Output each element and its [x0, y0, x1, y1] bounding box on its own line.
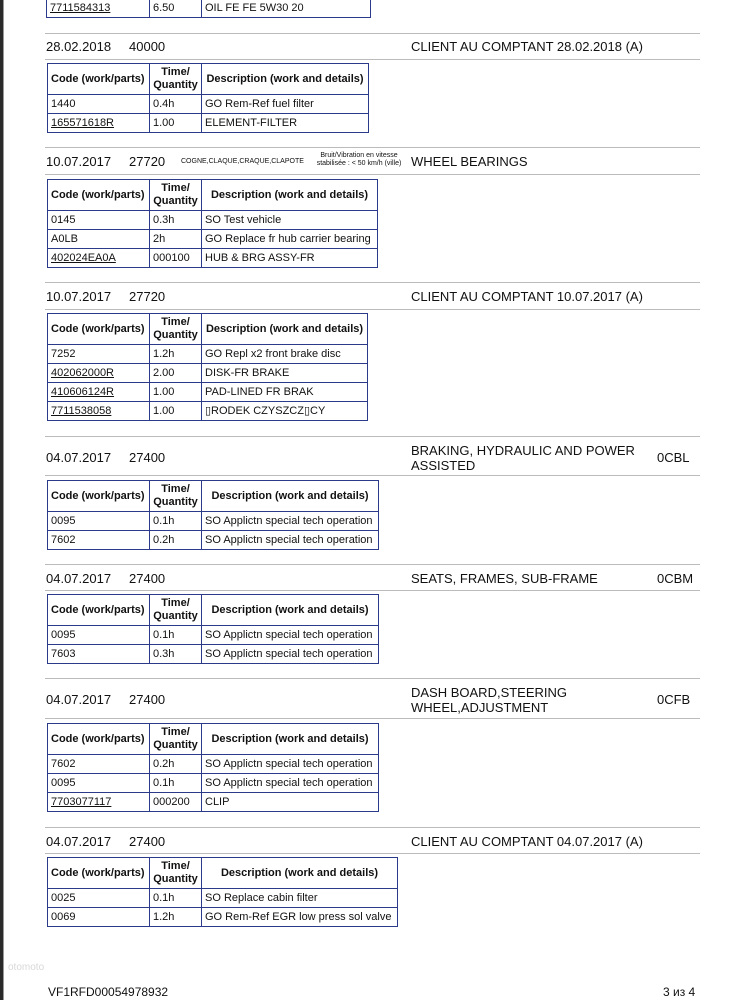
- vin-number: VF1RFD00054978932: [48, 985, 169, 999]
- column-header-code: Code (work/parts): [48, 481, 150, 512]
- section-date: 28.02.2018: [46, 39, 112, 54]
- quantity-cell: 2h: [150, 230, 202, 249]
- quantity-cell: 0.4h: [150, 95, 202, 114]
- table-row: [48, 512, 379, 531]
- quantity-cell: 1.2h: [150, 345, 202, 364]
- table-row: [48, 755, 379, 774]
- description-cell: GO Replace fr hub carrier bearing: [202, 230, 378, 249]
- table-header-row: [48, 724, 379, 755]
- quantity-cell: 0.2h: [150, 755, 202, 774]
- quantity-cell: 0.1h: [150, 512, 202, 531]
- column-header-code: Code (work/parts): [48, 724, 150, 755]
- section-mileage: 27400: [129, 834, 166, 849]
- description-cell: SO Applictn special tech operation: [202, 755, 379, 774]
- table-row: [48, 249, 378, 268]
- table-row: [48, 211, 378, 230]
- description-cell: DISK-FR BRAKE: [202, 364, 368, 383]
- column-header-description: Description (work and details): [202, 64, 369, 95]
- section-title: CLIENT AU COMPTANT 04.07.2017 (A): [411, 834, 643, 849]
- column-header-time: Time/ Quantity: [150, 481, 202, 512]
- table-row: [48, 774, 379, 793]
- table-row: [48, 230, 378, 249]
- table-row: [48, 364, 368, 383]
- table-header-row: [48, 64, 369, 95]
- section-divider: [45, 59, 700, 60]
- operation-code-cell: 7602: [48, 531, 150, 550]
- description-cell: PAD-LINED FR BRAK: [202, 383, 368, 402]
- complaint-note: COGNE,CLAQUE,CRAQUE,CLAPOTE: [181, 158, 304, 165]
- section-code: 0CBL: [657, 450, 690, 465]
- operation-code-cell: 0069: [48, 908, 150, 927]
- part-code-link[interactable]: 410606124R: [48, 383, 150, 402]
- column-header-code: Code (work/parts): [48, 858, 150, 889]
- table-row: [48, 114, 369, 133]
- operation-code-cell: 0095: [48, 626, 150, 645]
- part-code-link[interactable]: 7711538058: [48, 402, 150, 421]
- work-table: [47, 723, 379, 812]
- quantity-cell: 0.1h: [150, 626, 202, 645]
- quantity-cell: 0.3h: [150, 645, 202, 664]
- quantity-cell: 1.00: [150, 402, 202, 421]
- section-divider: [45, 436, 700, 437]
- work-table: [47, 179, 378, 268]
- description-cell: GO Repl x2 front brake disc: [202, 345, 368, 364]
- table-row: [48, 889, 398, 908]
- column-header-time: Time/ Quantity: [150, 724, 202, 755]
- operation-code-cell: A0LB: [48, 230, 150, 249]
- table-row: [48, 95, 369, 114]
- section-date: 04.07.2017: [46, 834, 112, 849]
- table-row: [47, 0, 371, 18]
- section-divider: [45, 853, 700, 854]
- section-title: CLIENT AU COMPTANT 10.07.2017 (A): [411, 289, 643, 304]
- quantity-cell: 1.00: [150, 383, 202, 402]
- section-mileage: 27400: [129, 450, 166, 465]
- operation-code-cell: 7602: [48, 755, 150, 774]
- complaint-detail-note: Bruit/Vibration en vitesse stabilisée : < 50 km/h (ville): [316, 152, 402, 167]
- section-divider: [45, 475, 700, 476]
- column-header-time: Time/ Quantity: [150, 858, 202, 889]
- part-code-link[interactable]: 165571618R: [48, 114, 150, 133]
- operation-code-cell: 0025: [48, 889, 150, 908]
- column-header-description: Description (work and details): [202, 180, 378, 211]
- section-mileage: 27720: [129, 289, 166, 304]
- column-header-time: Time/ Quantity: [150, 595, 202, 626]
- section-mileage: 27720: [129, 154, 166, 169]
- watermark: otomoto: [8, 962, 45, 973]
- section-divider: [45, 590, 700, 591]
- section-mileage: 40000: [129, 39, 166, 54]
- description-cell: SO Applictn special tech operation: [202, 774, 379, 793]
- description-cell: SO Applictn special tech operation: [202, 626, 379, 645]
- part-code-link[interactable]: 402062000R: [48, 364, 150, 383]
- column-header-time: Time/ Quantity: [150, 314, 202, 345]
- continuation-table: [46, 0, 371, 18]
- description-cell: CLIP: [202, 793, 379, 812]
- section-mileage: 27400: [129, 692, 166, 707]
- section-divider: [45, 309, 700, 310]
- table-row: [48, 402, 368, 421]
- section-divider: [45, 33, 700, 34]
- section-code: 0CBM: [657, 571, 694, 586]
- column-header-code: Code (work/parts): [48, 64, 150, 95]
- description-cell: SO Applictn special tech operation: [202, 531, 379, 550]
- quantity-cell: 0.3h: [150, 211, 202, 230]
- table-header-row: [48, 858, 398, 889]
- description-cell: SO Applictn special tech operation: [202, 645, 379, 664]
- section-title: WHEEL BEARINGS: [411, 154, 528, 169]
- operation-code-cell: 0095: [48, 774, 150, 793]
- quantity-cell: 0.2h: [150, 531, 202, 550]
- description-cell: OIL FE FE 5W30 20: [202, 0, 371, 18]
- table-row: [48, 531, 379, 550]
- quantity-cell: 0.1h: [150, 889, 202, 908]
- work-table: [47, 594, 379, 664]
- section-date: 04.07.2017: [46, 571, 112, 586]
- description-cell: SO Replace cabin filter: [202, 889, 398, 908]
- description-cell: HUB & BRG ASSY-FR: [202, 249, 378, 268]
- section-title: BRAKING, HYDRAULIC AND POWER ASSISTED: [411, 443, 635, 473]
- description-cell: ELEMENT-FILTER: [202, 114, 369, 133]
- description-cell: ▯RODEK CZYSZCZ▯CY: [202, 402, 368, 421]
- table-row: [48, 908, 398, 927]
- section-title: DASH BOARD,STEERING WHEEL,ADJUSTMENT: [411, 685, 568, 715]
- column-header-description: Description (work and details): [202, 314, 368, 345]
- work-table: [47, 313, 368, 421]
- section-title: CLIENT AU COMPTANT 28.02.2018 (A): [411, 39, 643, 54]
- quantity-cell: 2.00: [150, 364, 202, 383]
- column-header-description: Description (work and details): [202, 481, 379, 512]
- part-code-link[interactable]: 402024EA0A: [48, 249, 150, 268]
- page-number: 3 из 4: [663, 985, 696, 999]
- section-divider: [45, 678, 700, 679]
- table-header-row: [48, 180, 378, 211]
- section-date: 04.07.2017: [46, 450, 112, 465]
- quantity-cell: 0.1h: [150, 774, 202, 793]
- column-header-code: Code (work/parts): [48, 595, 150, 626]
- operation-code-cell: 7252: [48, 345, 150, 364]
- operation-code-cell: 7603: [48, 645, 150, 664]
- quantity-cell: 6.50: [150, 0, 202, 18]
- table-header-row: [48, 314, 368, 345]
- table-row: [48, 383, 368, 402]
- work-table: [47, 857, 398, 927]
- section-divider: [45, 718, 700, 719]
- part-code-link[interactable]: 7711584313: [47, 0, 150, 18]
- section-divider: [45, 827, 700, 828]
- table-header-row: [48, 481, 379, 512]
- quantity-cell: 1.2h: [150, 908, 202, 927]
- column-header-description: Description (work and details): [202, 595, 379, 626]
- table-row: [48, 345, 368, 364]
- section-divider: [45, 147, 700, 148]
- table-row: [48, 645, 379, 664]
- section-date: 10.07.2017: [46, 289, 112, 304]
- work-table: [47, 63, 369, 133]
- operation-code-cell: 0145: [48, 211, 150, 230]
- quantity-cell: 1.00: [150, 114, 202, 133]
- part-code-link[interactable]: 7703077117: [48, 793, 150, 812]
- work-table: [47, 480, 379, 550]
- table-row: [48, 793, 379, 812]
- column-header-time: Time/ Quantity: [150, 64, 202, 95]
- description-cell: SO Applictn special tech operation: [202, 512, 379, 531]
- operation-code-cell: 1440: [48, 95, 150, 114]
- description-cell: GO Rem-Ref fuel filter: [202, 95, 369, 114]
- section-code: 0CFB: [657, 692, 691, 707]
- column-header-description: Description (work and details): [202, 858, 398, 889]
- section-divider: [45, 564, 700, 565]
- quantity-cell: 000200: [150, 793, 202, 812]
- description-cell: GO Rem-Ref EGR low press sol valve: [202, 908, 398, 927]
- section-divider: [45, 282, 700, 283]
- column-header-time: Time/ Quantity: [150, 180, 202, 211]
- column-header-description: Description (work and details): [202, 724, 379, 755]
- table-header-row: [48, 595, 379, 626]
- section-divider: [45, 174, 700, 175]
- column-header-code: Code (work/parts): [48, 180, 150, 211]
- section-title: SEATS, FRAMES, SUB-FRAME: [411, 571, 598, 586]
- section-date: 04.07.2017: [46, 692, 112, 707]
- operation-code-cell: 0095: [48, 512, 150, 531]
- section-date: 10.07.2017: [46, 154, 112, 169]
- page-left-edge-shadow: [3, 0, 4, 1000]
- quantity-cell: 000100: [150, 249, 202, 268]
- section-mileage: 27400: [129, 571, 166, 586]
- table-row: [48, 626, 379, 645]
- description-cell: SO Test vehicle: [202, 211, 378, 230]
- column-header-code: Code (work/parts): [48, 314, 150, 345]
